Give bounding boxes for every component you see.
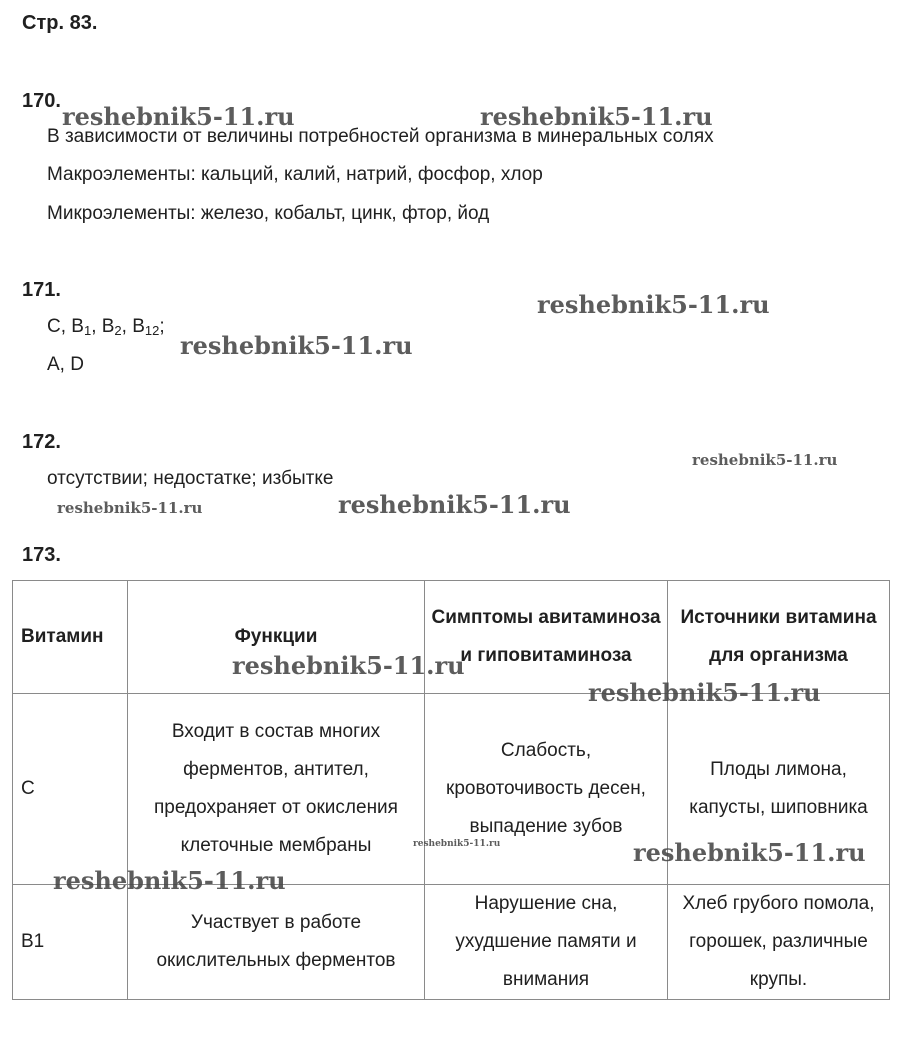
vitamin-c-b-text: С, В xyxy=(47,316,84,337)
watermark: reshebnik5-11.ru xyxy=(588,678,821,707)
subscript-12: 12 xyxy=(144,323,160,338)
task-170-number: 170. xyxy=(22,90,61,112)
watermark: reshebnik5-11.ru xyxy=(537,290,770,319)
header-sources: Источники витамина для организма xyxy=(668,581,890,694)
watermark: reshebnik5-11.ru xyxy=(232,651,465,680)
cell-symptoms: Слабость, кровоточивость десен, выпадение зубов xyxy=(425,694,668,885)
header-symptoms: Симптомы авитаминоза и гиповитаминоза xyxy=(425,581,668,694)
task-171-vitamins-line xyxy=(47,316,165,338)
cell-sources: Плоды лимона, капусты, шиповника xyxy=(668,694,890,885)
task-172-line-1: отсутствии; недостатке; избытке xyxy=(47,468,334,489)
task-173-number: 173. xyxy=(22,544,61,566)
watermark: reshebnik5-11.ru xyxy=(62,102,295,131)
table-row xyxy=(13,885,890,1000)
subscript-2: 2 xyxy=(114,323,122,338)
vitamins-table xyxy=(12,580,890,1000)
watermark: reshebnik5-11.ru xyxy=(480,102,713,131)
cell-vitamin: С xyxy=(13,694,128,885)
vitamin-b2-text: , В xyxy=(91,316,115,337)
task-172-number: 172. xyxy=(22,431,61,453)
semicolon: ; xyxy=(159,316,165,337)
task-171-line-2: А, D xyxy=(47,354,84,375)
watermark: reshebnik5-11.ru xyxy=(57,499,203,517)
task-171-number: 171. xyxy=(22,279,61,301)
cell-functions: Участвует в работе окислительных ферментов xyxy=(128,885,425,1000)
watermark: reshebnik5-11.ru xyxy=(692,451,838,469)
table-header-row xyxy=(13,581,890,694)
watermark: reshebnik5-11.ru xyxy=(53,866,286,895)
cell-vitamin: В1 xyxy=(13,885,128,1000)
page-label: Стр. 83. xyxy=(22,12,98,34)
watermark: reshebnik5-11.ru xyxy=(633,838,866,867)
task-170-line-3: Микроэлементы: железо, кобальт, цинк, фтор, йод xyxy=(47,203,490,224)
cell-functions: Входит в состав многих ферментов, антител, предохраняет от окисления клеточные мембраны xyxy=(128,694,425,885)
watermark: reshebnik5-11.ru xyxy=(413,839,501,849)
vitamin-b12-text: , В xyxy=(121,316,145,337)
header-functions: Функции xyxy=(128,581,425,694)
header-vitamin: Витамин xyxy=(13,581,128,694)
task-170-line-2: Макроэлементы: кальций, калий, натрий, фосфор, хлор xyxy=(47,164,543,185)
subscript-1: 1 xyxy=(83,323,92,338)
cell-sources: Хлеб грубого помола, горошек, различные крупы. xyxy=(668,885,890,1000)
task-170-line-1: В зависимости от величины потребностей организма в минеральных солях xyxy=(47,126,714,147)
watermark: reshebnik5-11.ru xyxy=(338,490,571,519)
watermark: reshebnik5-11.ru xyxy=(180,331,413,360)
table-row xyxy=(13,694,890,885)
cell-symptoms: Нарушение сна, ухудшение памяти и внимания xyxy=(425,885,668,1000)
